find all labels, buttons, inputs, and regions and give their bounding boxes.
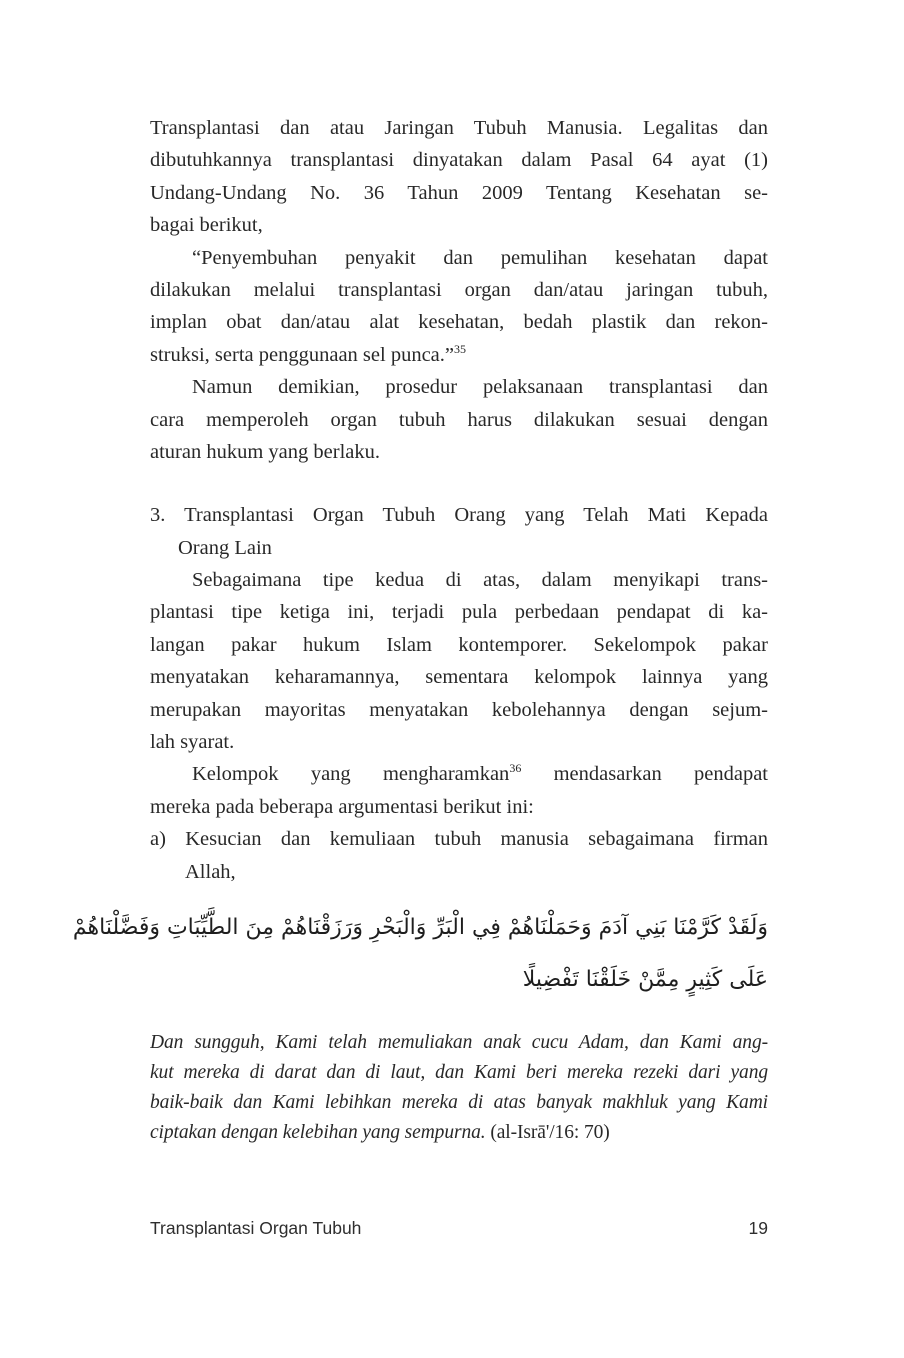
page-number: 19 [748,1218,768,1238]
translation-line: Dan sungguh, Kami telah memuliakan anak cucu Adam, dan Kami ang- [150,1031,768,1053]
section-gap [150,468,768,499]
heading-line: 3. Transplantasi Organ Tubuh Orang yang Telah Mati Kepada [150,504,768,527]
heading-line: Orang Lain [178,536,272,559]
running-title: Transplantasi Organ Tubuh [150,1218,362,1238]
paragraph-kelompok [150,758,768,823]
kelompok-text: Kelompok yang mengharamkan [192,763,510,786]
paragraph-sebagaimana [150,564,768,758]
body-line [150,758,768,790]
arabic-verse-line: وَلَقَدْ كَرَّمْنَا بَنِي آدَمَ وَحَمَلْنَاهُمْ فِي الْبَرِّ وَالْبَحْرِ وَرَزَقْنَاهُمْ مِنَ الطَّيِّبَاتِ وَفَضَّلْنَاهُمْ [72,914,768,940]
body-line: implan obat dan/atau alat kesehatan, bedah plastik dan rekon- [150,311,768,334]
footnote-ref-36: 36 [509,761,522,776]
translation-line: kut mereka di darat dan di laut, dan Kami beri mereka rezeki dari yang [150,1061,768,1083]
translation-line [150,1118,768,1148]
body-line: menyatakan keharamannya, sementara kelompok lainnya yang [150,666,768,689]
paragraph-legalitas [150,112,768,242]
footnote-ref-35: 35 [454,341,466,356]
list-item-line: a) Kesucian dan kemuliaan tubuh manusia sebagaimana firman [150,828,768,851]
body-line: aturan hukum yang berlaku. [150,440,380,463]
body-line: “Penyembuhan penyakit dan pemulihan kesehatan dapat [192,246,768,269]
citation: (al-Isrā'/16: 70) [490,1121,610,1143]
quote-end-text: struksi, serta penggunaan sel punca.” [150,343,454,366]
list-item-line: Allah, [185,860,236,883]
body-line: lah syarat. [150,731,235,754]
body-line: dibutuhkannya transplantasi dinyatakan dalam Pasal 64 ayat (1) [150,149,768,172]
translation-line: baik-baik dan Kami lebihkan mereka di atas banyak makhluk yang Kami [150,1091,768,1113]
body-line: Sebagaimana tipe kedua di atas, dalam menyikapi trans- [192,569,768,592]
paragraph-quote-pasal64 [150,242,768,372]
body-line: cara memperoleh organ tubuh harus dilakukan sesuai dengan [150,408,768,431]
body-line: Transplantasi dan atau Jaringan Tubuh Manusia. Legalitas dan [150,117,768,139]
translation-end-text: ciptakan dengan kelebihan yang sempurna. [150,1121,491,1143]
body-line: mereka pada beberapa argumentasi berikut ini: [150,795,534,818]
verse-translation [150,1028,768,1148]
body-line: langan pakar hukum Islam kontemporer. Sekelompok pakar [150,633,768,656]
page-footer [150,1218,768,1239]
section-heading-3 [150,499,768,564]
arabic-verse [72,902,768,1006]
page-text-block [72,112,768,1148]
body-line: Namun demikian, prosedur pelaksanaan transplantasi dan [192,376,768,399]
body-line: dilakukan melalui transplantasi organ dan/atau jaringan tubuh, [150,278,768,301]
list-item-a [150,823,768,888]
kelompok-text-cont: mendasarkan pendapat [521,763,768,786]
body-line: Undang-Undang No. 36 Tahun 2009 Tentang Kesehatan se- [150,181,768,204]
body-line: bagai berikut, [150,214,263,237]
body-line [150,339,768,371]
arabic-verse-line: عَلَى كَثِيرٍ مِمَّنْ خَلَقْنَا تَفْضِيلًا [522,966,768,992]
body-line: plantasi tipe ketiga ini, terjadi pula perbedaan pendapat di ka- [150,601,768,624]
body-line: merupakan mayoritas menyatakan kebolehannya dengan sejum- [150,698,768,721]
paragraph-namun-demikian [150,371,768,468]
